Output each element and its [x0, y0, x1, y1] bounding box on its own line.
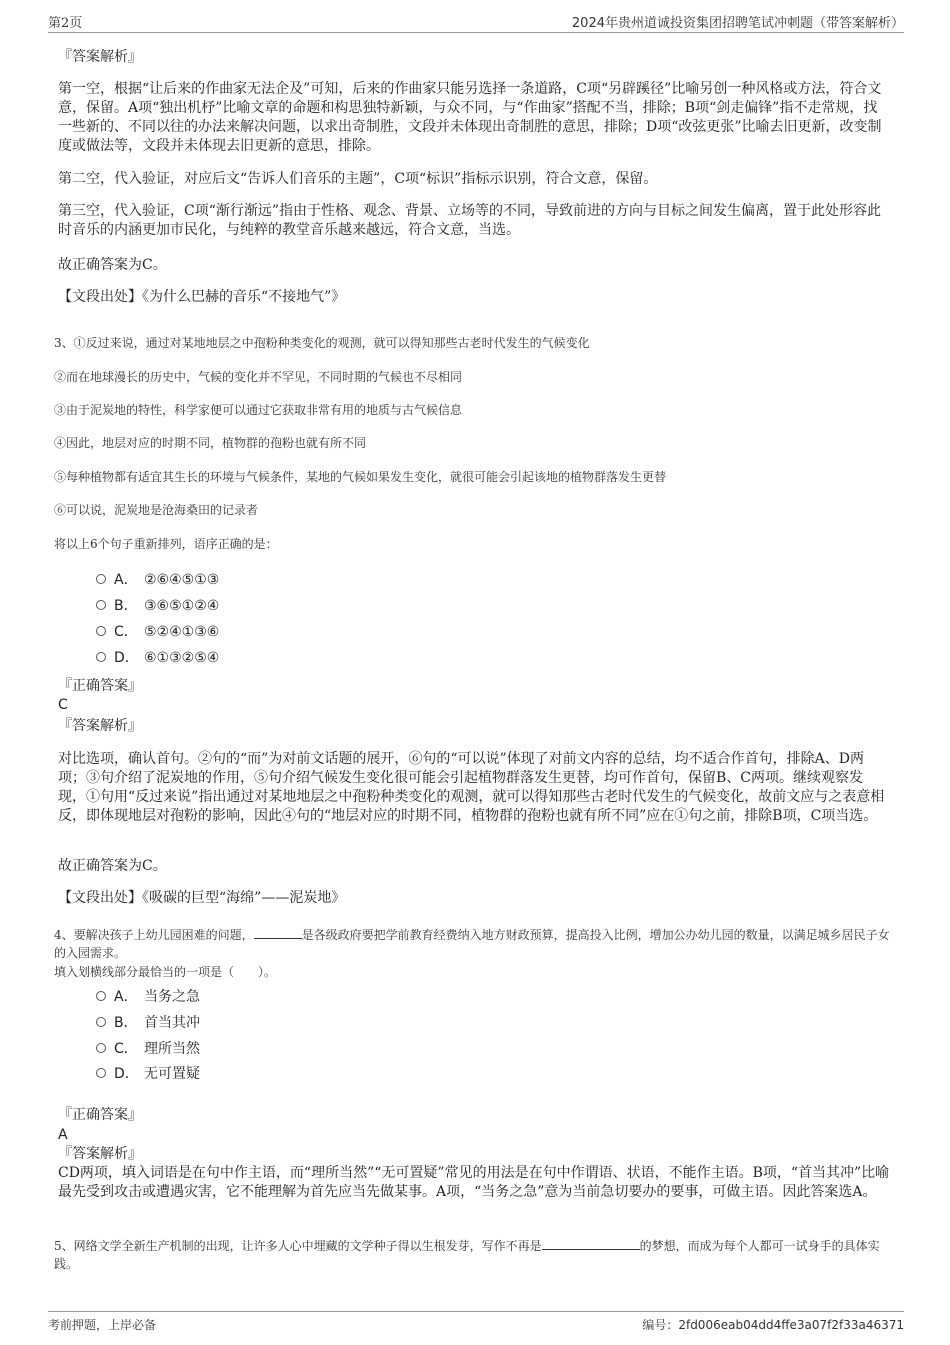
q4-answer: A [58, 1127, 68, 1143]
q3-sentence-3: ③由于泥炭地的特性，科学家便可以通过它获取非常有用的地质与古气候信息 [54, 403, 463, 417]
fill-blank [254, 926, 302, 939]
analysis-paragraph-3: 第三空，代入验证，C项“渐行渐远”指由于性格、观念、背景、立场等的不同，导致前进的方向与目标之间发生偏离，置于此处形容此时音乐的内涵更加市民化，与纯粹的教堂音乐越来越远，符合文意，当选。 [58, 203, 882, 238]
q4-option-a[interactable]: A． 当务之急 [96, 987, 200, 1007]
analysis-paragraph-1: 第一空，根据“让后来的作曲家无法企及”可知，后来的作曲家只能另选择一条道路，C项“另辟蹊径”比喻另创一种风格或方法，符合文意，保留。A项“独出机杼”比喻文章的命题和构思独特新颖，与众不同，与“作曲家”搭配不当，排除；B项“剑走偏锋”指不走常规，找一些新的、不同以往的办法来解决问题，以求出奇制胜，文段并未体现出奇制胜的意思，排除；D项“改弦更张”比喻去旧更新，改变制度或做法等，文段并未体现去旧更新的意思，排除。 [58, 81, 882, 154]
q4-analysis: CD两项，填入词语是在句中作主语，而“理所当然”“无可置疑”常见的用法是在句中作谓语、状语，不能作主语。B项，“首当其冲”比喻最先受到攻击或遭遇灾害，它不能理解为首先应当先做某事。A项，“当务之急”意为当前急切要办的要事，可做主语。因此答案选A。 [58, 1165, 890, 1200]
q4-stem: 4、要解决孩子上幼儿园困难的问题， 是各级政府要把学前教育经费纳入地方财政预算，提高投入比例，增加公办幼儿园的数量，以满足城乡居民子女的入园需求。 [54, 928, 890, 960]
q4-prompt: 填入划横线部分最恰当的一项是（ ）。 [54, 965, 277, 979]
q3-option-c[interactable]: C． ⑤②④①③⑥ [96, 622, 219, 642]
radio-icon[interactable] [96, 574, 106, 584]
conclusion: 故正确答案为C。 [58, 257, 167, 273]
q4-answer-title: 『正确答案』 [58, 1107, 142, 1123]
q3-sentence-4: ④因此，地层对应的时期不同，植物群的孢粉也就有所不同 [54, 436, 367, 450]
document-title: 2024年贵州道诚投资集团招聘笔试冲刺题（带答案解析） [571, 16, 904, 31]
q3-option-b[interactable]: B． ③⑥⑤①②④ [96, 596, 219, 616]
page-footer [48, 1311, 904, 1338]
q4-option-c[interactable]: C． 理所当然 [96, 1039, 200, 1059]
q3-answer: C [58, 697, 68, 713]
source-citation: 【文段出处】《为什么巴赫的音乐“不接地气”》 [58, 289, 346, 305]
q3-sentence-5: ⑤每种植物都有适宜其生长的环境与气候条件，某地的气候如果发生变化，就很可能会引起该地的植物群落发生更替 [54, 470, 667, 484]
radio-icon[interactable] [96, 1017, 106, 1027]
q4-option-d[interactable]: D． 无可置疑 [96, 1064, 200, 1084]
q3-source-citation: 【文段出处】《吸碳的巨型“海绵”——泥炭地》 [58, 890, 346, 906]
q3-option-d[interactable]: D． ⑥①③②⑤④ [96, 648, 219, 668]
q3-conclusion: 故正确答案为C。 [58, 858, 167, 874]
q3-sentence-2: ②而在地球漫长的历史中，气候的变化并不罕见，不同时期的气候也不尽相同 [54, 370, 463, 384]
analysis-title: 『答案解析』 [58, 49, 142, 65]
q3-option-a[interactable]: A． ②⑥④⑤①③ [96, 570, 219, 590]
q3-prompt: 将以上6个句子重新排列，语序正确的是： [54, 537, 278, 551]
radio-icon[interactable] [96, 600, 106, 610]
q4-analysis-title: 『答案解析』 [58, 1146, 142, 1162]
fill-blank [542, 1237, 640, 1250]
radio-icon[interactable] [96, 652, 106, 662]
page-number: 第2页 [48, 16, 83, 31]
q5-stem: 5、网络文学全新生产机制的出现，让许多人心中埋藏的文学种子得以生根发芽，写作不再是 的梦想，而成为每个人都可一试身手的具体实践。 [54, 1239, 880, 1271]
page-header [48, 10, 904, 33]
document-code: 编号：2fd006eab04dd4ffe3a07f2f33a46371 [642, 1318, 904, 1332]
q3-analysis: 对比选项，确认首句。②句的“而”为对前文话题的展开，⑥句的“可以说”体现了对前文内容的总结，均不适合作首句，排除A、D两项；③句介绍了泥炭地的作用，⑤句介绍气候发生变化很可能会引起植物群落发生更替，均可作首句，保留B、C两项。继续观察发现，①句用“反过来说”指出通过对某地地层之中孢粉种类变化的观测，就可以得知那些古老时代发生的气候变化，故前文应与之表意相反，即体现地层对孢粉的影响，因此④句的“地层对应的时期不同，植物群的孢粉也就有所不同”应在①句之前，排除B项，C项当选。 [58, 751, 885, 824]
radio-icon[interactable] [96, 1068, 106, 1078]
q4-option-b[interactable]: B． 首当其冲 [96, 1013, 200, 1033]
q3-sentence-6: ⑥可以说，泥炭地是沧海桑田的记录者 [54, 503, 259, 517]
radio-icon[interactable] [96, 1043, 106, 1053]
footer-slogan: 考前押题，上岸必备 [48, 1318, 157, 1332]
radio-icon[interactable] [96, 626, 106, 636]
q3-sentence-1: 3、①反过来说，通过对某地地层之中孢粉种类变化的观测，就可以得知那些古老时代发生的气候变化 [54, 336, 590, 350]
q3-answer-title: 『正确答案』 [58, 678, 142, 694]
analysis-paragraph-2: 第二空，代入验证，对应后文“告诉人们音乐的主题”，C项“标识”指标示识别，符合文意，保留。 [58, 171, 658, 187]
radio-icon[interactable] [96, 991, 106, 1001]
q3-analysis-title: 『答案解析』 [58, 718, 142, 734]
